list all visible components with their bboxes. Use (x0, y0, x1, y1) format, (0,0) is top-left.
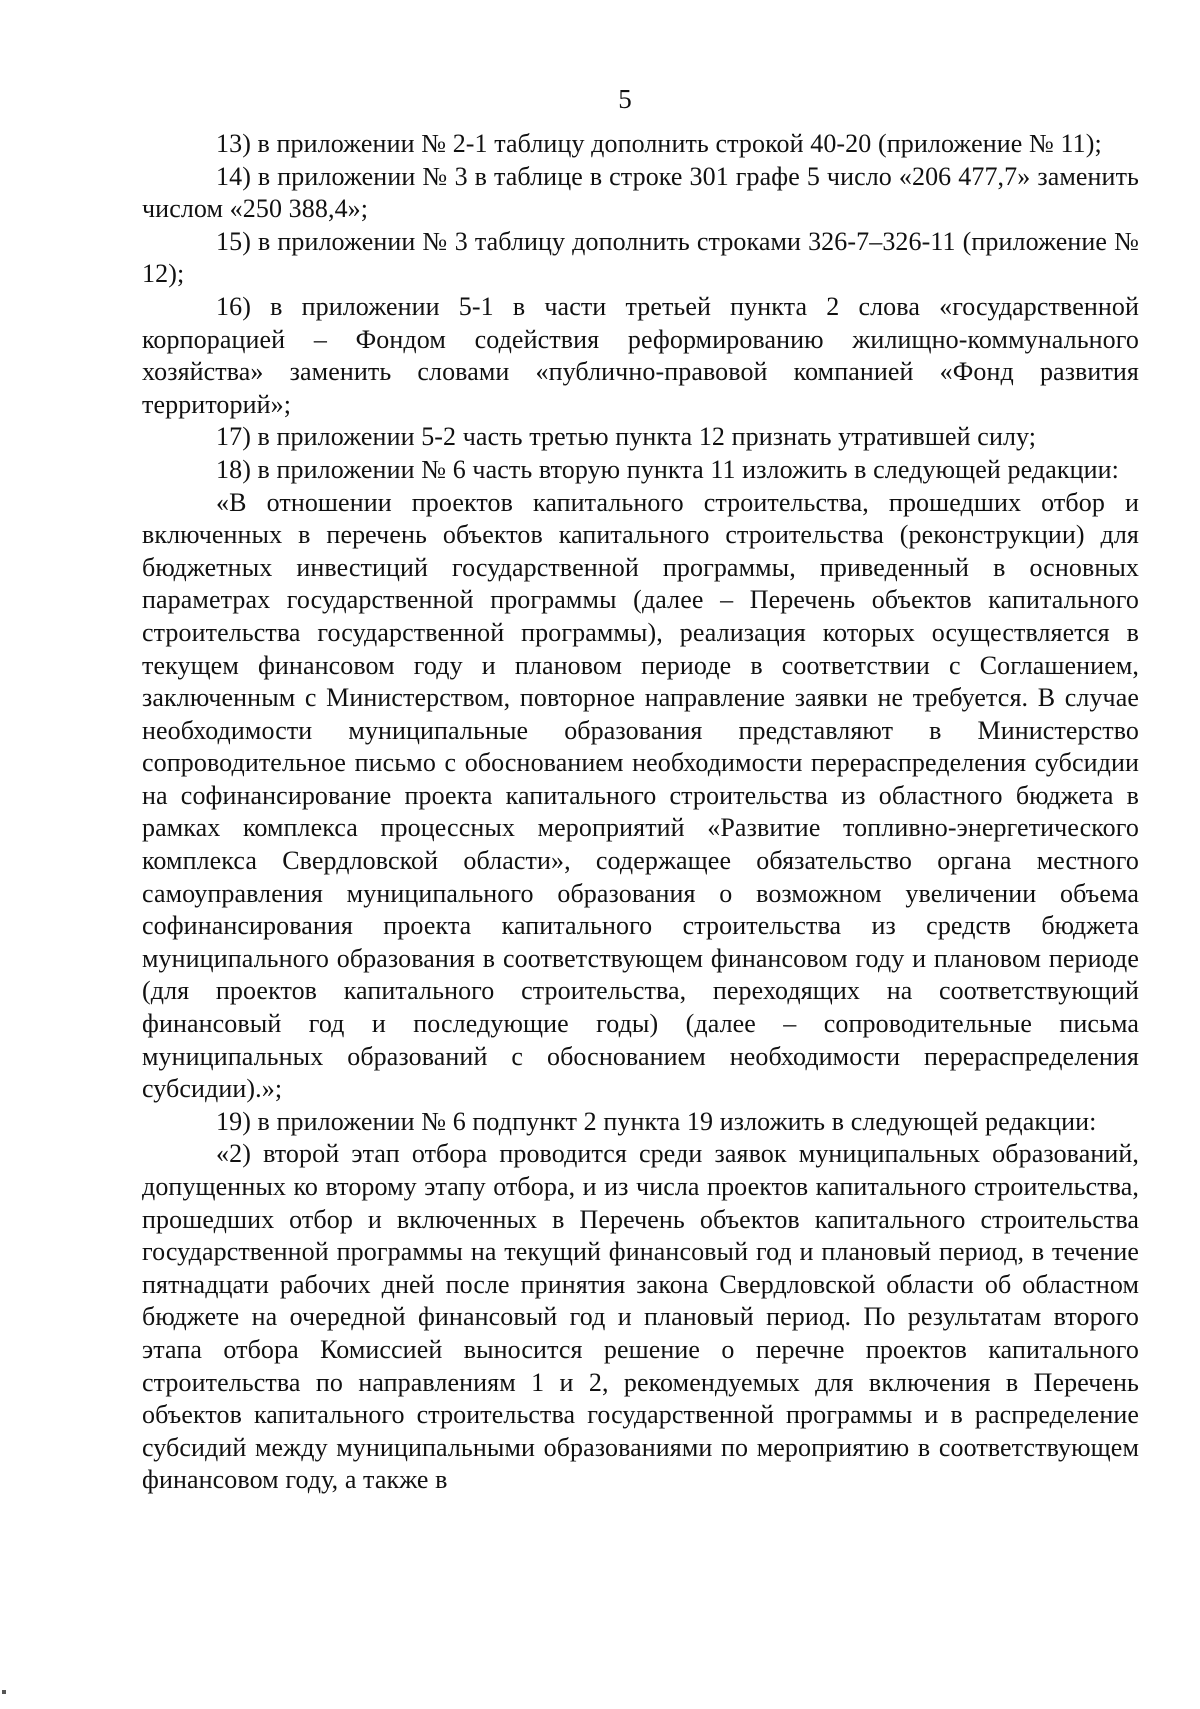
paragraph-item-17: 17) в приложении 5-2 часть третью пункта 12 признать утратившей силу; (216, 422, 1037, 452)
paragraph-item-16: 16) в приложении 5-1 в части третьей пункта 2 слова «государственной корпорацией – Фондом содействия реформированию жилищно-коммунального хозяйства» заменить словами «публично-правовой компанией «Фонд развития территорий»; (142, 291, 1139, 419)
paragraph-item-14: 14) в приложении № 3 в таблице в строке 301 графе 5 число «206 477,7» заменить числом «250 388,4»; (142, 161, 1139, 224)
page-number: 5 (618, 84, 632, 114)
document-body (142, 128, 1139, 1497)
scan-artifact (2, 1690, 6, 1694)
quoted-paragraph-11: «В отношении проектов капитального строительства, прошедших отбор и включенных в перечень объектов капитального строительства (реконструкции) для бюджетных инвестиций государственной программы, приведенный в основных параметрах государственной программы (далее – Перечень объектов капитального строительства государственной программы), реализация которых осуществляется в текущем финансовом году и плановом периоде в соответствии с Соглашением, заключенным с Министерством, повторное направление заявки не требуется. В случае необходимости муниципальные образования представляют в Министерство сопроводительное письмо с обоснованием необходимости перераспределения субсидии на софинансирование проекта капитального строительства из областного бюджета в рамках комплекса процессных мероприятий «Развитие топливно-энергетического комплекса Свердловской области», содержащее обязательство органа местного самоуправления муниципального образования о возможном увеличении объема софинансирования проекта капитального строительства из средств бюджета муниципального образования в соответствующем финансовом году и плановом периоде (для проектов капитального строительства, переходящих на соответствующий финансовый год и последующие годы) (далее – сопроводительные письма муниципальных образований с обоснованием необходимости перераспределения субсидии).»; (142, 487, 1139, 1104)
quoted-subparagraph-2: «2) второй этап отбора проводится среди заявок муниципальных образований, допущенных ко второму этапу отбора, и из числа проектов капитального строительства, прошедших отбор и включенных в Перечень объектов капитального строительства государственной программы на текущий финансовый год и плановый период, в течение пятнадцати рабочих дней после принятия закона Свердловской области об областном бюджете на очередной финансовый год и плановый период. По результатам второго этапа отбора Комиссией выносится решение о перечне проектов капитального строительства по направлениям 1 и 2, рекомендуемых для включения в Перечень объектов капитального строительства государственной программы и в распределение субсидий между муниципальными образованиями по мероприятию в соответствующем финансовом году, а также в (142, 1139, 1139, 1495)
paragraph-item-13: 13) в приложении № 2-1 таблицу дополнить строкой 40-20 (приложение № 11); (216, 129, 1102, 158)
paragraph-item-15: 15) в приложении № 3 таблицу дополнить строками 326-7–326-11 (приложение № 12); (142, 226, 1139, 289)
paragraph-item-19: 19) в приложении № 6 подпункт 2 пункта 19 изложить в следующей редакции: (216, 1106, 1097, 1136)
paragraph-item-18: 18) в приложении № 6 часть вторую пункта 11 изложить в следующей редакции: (216, 454, 1119, 484)
